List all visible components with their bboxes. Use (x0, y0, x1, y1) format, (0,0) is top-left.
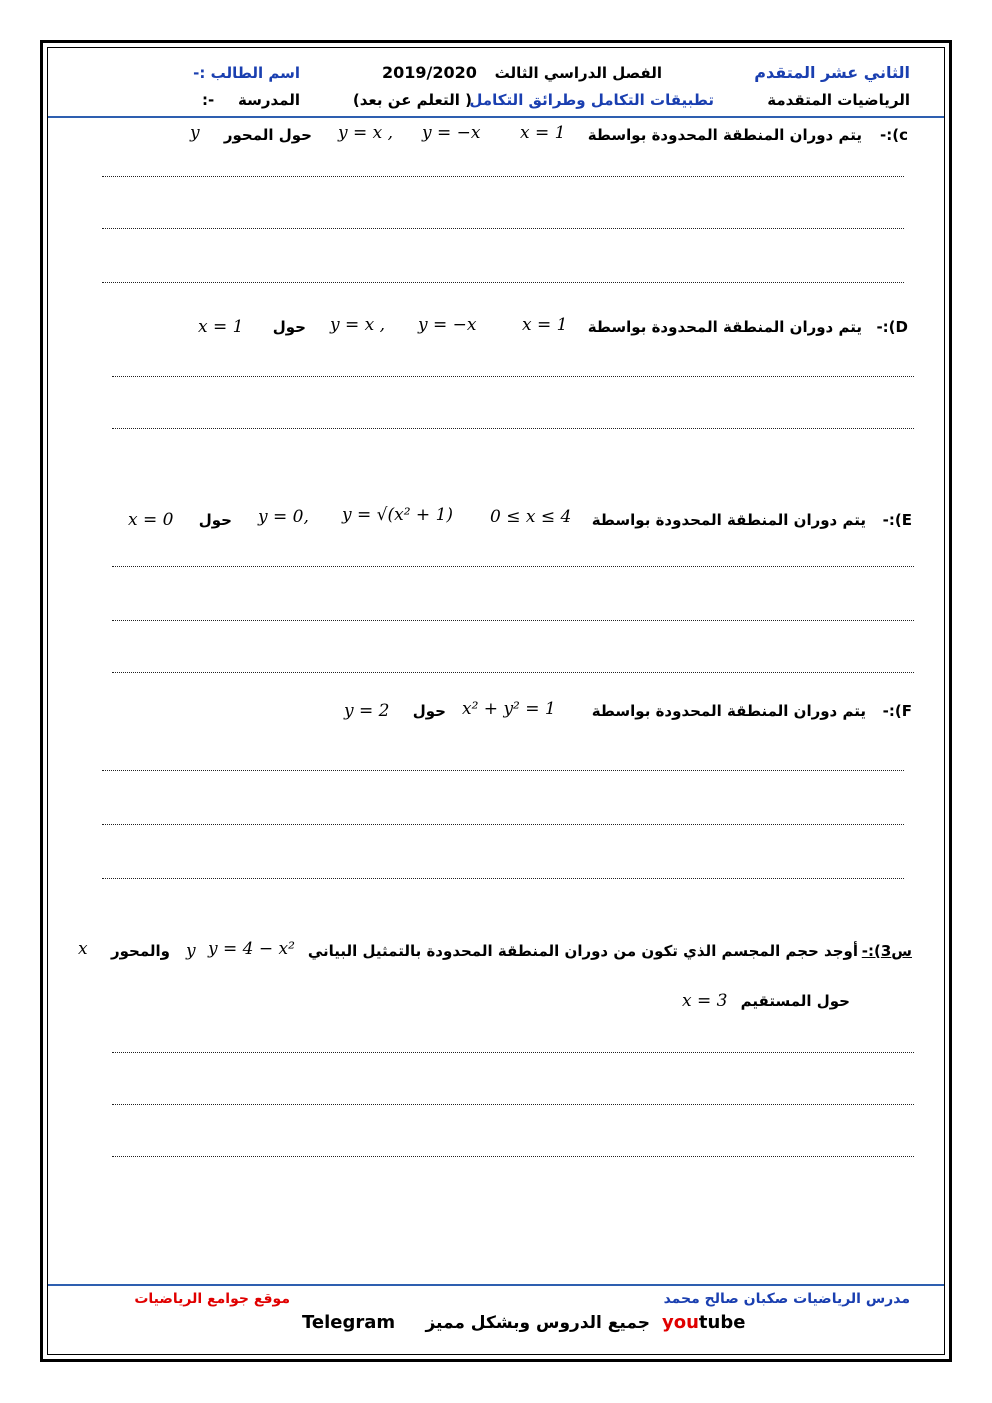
answer-line (112, 1052, 914, 1053)
answer-line (112, 566, 914, 567)
teacher-name: مدرس الرياضيات صكبان صالح محمد (663, 1291, 910, 1307)
question-3-and-axis: والمحور (110, 942, 170, 960)
school-label: المدرسة (238, 91, 300, 109)
question-c-math-2: y = −x (422, 123, 481, 143)
distance-learning-label: ( التعلم عن بعد) (352, 91, 472, 109)
question-e-math-1: 0 ≤ x ≤ 4 (490, 507, 572, 527)
question-c-about: حول المحور (223, 126, 312, 144)
answer-line (102, 282, 904, 283)
question-3-line2-equation: x = 3 (682, 991, 728, 1011)
lessons-tagline: جميع الدروس وبشكل مميز (425, 1313, 650, 1333)
question-d-math-1: x = 1 (522, 315, 568, 335)
question-e-about: حول (198, 511, 232, 529)
question-d-about: حول (272, 318, 306, 336)
answer-line (112, 1104, 914, 1105)
subject-label: الرياضيات المتقدمة (767, 91, 910, 109)
question-c-math-1: x = 1 (520, 123, 566, 143)
grade-label: الثاني عشر المتقدم (754, 63, 910, 82)
question-3-equation: y = 4 − x² (208, 939, 295, 959)
question-3-text: أوجد حجم المجسم الذي تكون من دوران المنطقة المحدودة بالتمثيل البياني (307, 942, 858, 960)
question-c-text: يتم دوران المنطقة المحدودة بواسطة (587, 126, 862, 144)
question-3-y-letter: y (186, 941, 196, 961)
question-e-label: E):- (882, 511, 912, 529)
question-3-label: س3):- (861, 942, 912, 960)
question-d-label: D):- (876, 318, 908, 336)
answer-line (102, 878, 904, 879)
question-f-label: F):- (882, 702, 912, 720)
answer-line (112, 620, 914, 621)
website-name: موقع جوامع الرياضيات (134, 1291, 290, 1307)
question-d-math-2: y = −x (418, 315, 477, 335)
question-d-axis: x = 1 (198, 317, 244, 337)
header-divider (48, 116, 944, 118)
lesson-title: تطبيقات التكامل وطرائق التكامل (469, 91, 714, 109)
answer-line (112, 1156, 914, 1157)
question-e-math-2: y = √(x² + 1) (342, 505, 454, 525)
answer-line (112, 672, 914, 673)
question-d-text: يتم دوران المنطقة المحدودة بواسطة (587, 318, 862, 336)
question-f-text: يتم دوران المنطقة المحدودة بواسطة (591, 702, 866, 720)
answer-line (102, 176, 904, 177)
question-c-math-3: y = x , (338, 123, 394, 143)
answer-line (102, 770, 904, 771)
answer-line (112, 376, 914, 377)
term-label: الفصل الدراسي الثالث (494, 64, 662, 82)
year-label: 2019/2020 (382, 63, 477, 82)
youtube-link[interactable] (662, 1314, 745, 1332)
answer-line (102, 824, 904, 825)
question-c-label: c):- (880, 126, 908, 144)
student-name-label: اسم الطالب :- (193, 64, 300, 82)
question-e-axis: x = 0 (128, 510, 174, 530)
telegram-link[interactable]: Telegram (302, 1312, 396, 1333)
question-3-x-letter: x (78, 939, 88, 959)
youtube-tube: tube (698, 1312, 746, 1333)
answer-line (102, 228, 904, 229)
question-3-line2: حول المستقيم (740, 992, 850, 1010)
question-f-axis: y = 2 (344, 701, 390, 721)
question-c-axis: y (190, 123, 200, 143)
question-e-math-3: y = 0, (258, 507, 309, 527)
footer-divider (48, 1284, 944, 1286)
question-f-math-1: x² + y² = 1 (462, 699, 556, 719)
youtube-you: you (662, 1312, 699, 1333)
answer-line (112, 428, 914, 429)
school-field-marker: :- (202, 91, 215, 109)
question-d-math-3: y = x , (330, 315, 386, 335)
question-f-about: حول (412, 702, 446, 720)
question-e-text: يتم دوران المنطقة المحدودة بواسطة (591, 511, 866, 529)
